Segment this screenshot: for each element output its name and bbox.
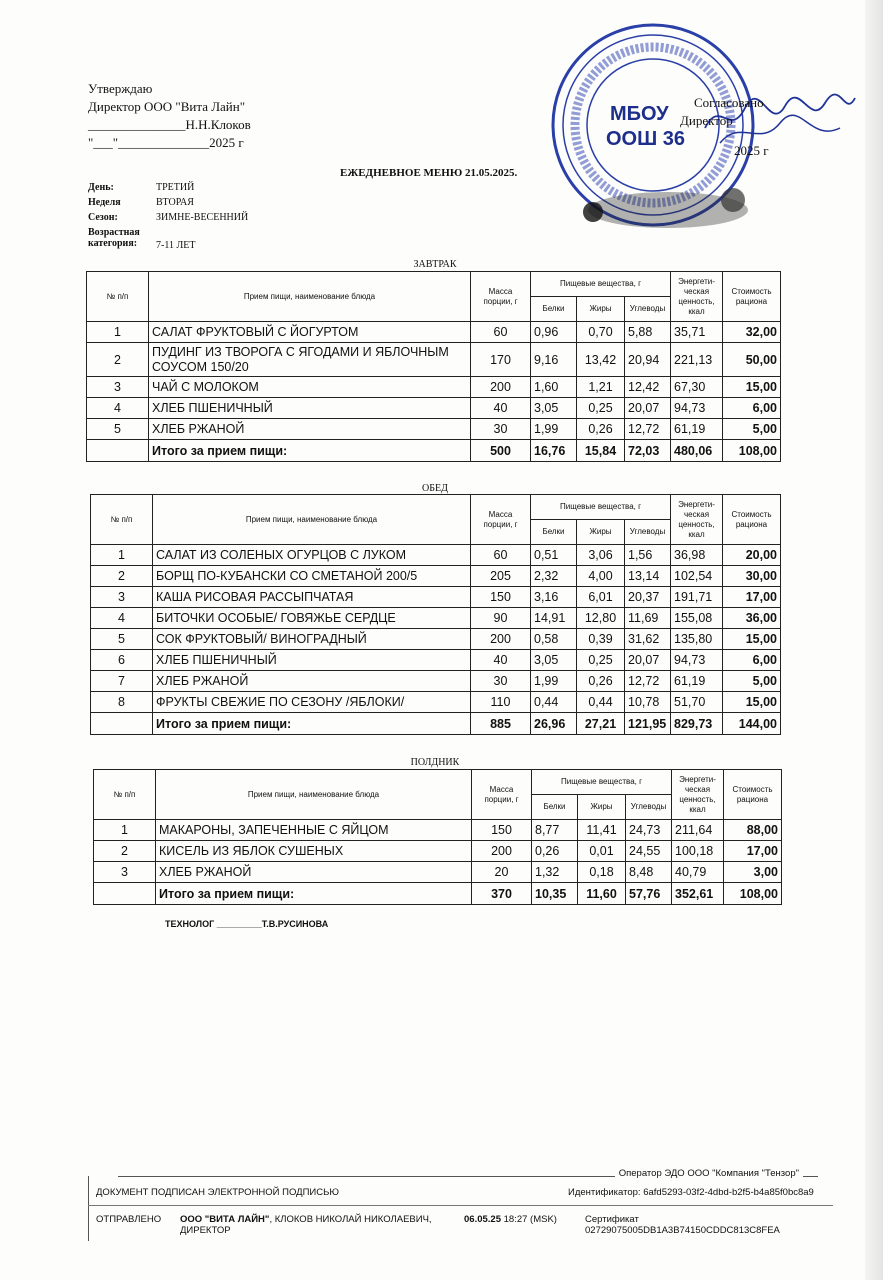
dish-energy: 67,30 (671, 377, 723, 398)
total-cost: 144,00 (723, 713, 781, 735)
approval-block (88, 80, 251, 152)
total-row (87, 440, 781, 462)
table-row (94, 862, 782, 883)
dish-mass: 40 (471, 650, 531, 671)
dish-carbs: 5,88 (625, 322, 671, 343)
header-energy: Энергети-ческая ценность, ккал (671, 272, 723, 322)
dish-protein: 0,44 (531, 692, 577, 713)
dish-cost: 17,00 (723, 587, 781, 608)
row-number: 3 (91, 587, 153, 608)
total-row (94, 883, 782, 905)
header-nutrients: Пищевые вещества, г (532, 770, 672, 795)
dish-carbs: 12,72 (625, 419, 671, 440)
row-number: 2 (94, 841, 156, 862)
row-number: 2 (91, 566, 153, 587)
dish-cost: 6,00 (723, 398, 781, 419)
dish-cost: 15,00 (723, 629, 781, 650)
dish-protein: 1,32 (532, 862, 578, 883)
total-carbs: 121,95 (625, 713, 671, 735)
header-cost: Стоимость рациона (723, 495, 781, 545)
day-label: День: (88, 182, 114, 193)
page-edge-shadow (865, 0, 883, 1280)
age-value: 7-11 ЛЕТ (156, 240, 196, 251)
dish-cost: 3,00 (724, 862, 782, 883)
dish-energy: 36,98 (671, 545, 723, 566)
dish-name: БОРЩ ПО-КУБАНСКИ СО СМЕТАНОЙ 200/5 (153, 566, 471, 587)
row-number: 6 (91, 650, 153, 671)
dish-mass: 170 (471, 343, 531, 377)
week-label: Неделя (88, 197, 121, 208)
dish-protein: 0,96 (531, 322, 577, 343)
header-mass: Масса порции, г (472, 770, 532, 820)
dish-energy: 191,71 (671, 587, 723, 608)
dish-protein: 0,58 (531, 629, 577, 650)
header-cost: Стоимость рациона (724, 770, 782, 820)
dish-cost: 15,00 (723, 692, 781, 713)
total-energy: 480,06 (671, 440, 723, 462)
row-number: 5 (91, 629, 153, 650)
dish-cost: 36,00 (723, 608, 781, 629)
dish-cost: 50,00 (723, 343, 781, 377)
header-num: № п/п (91, 495, 153, 545)
menu-info-block (88, 180, 248, 253)
dish-carbs: 20,07 (625, 650, 671, 671)
total-cost: 108,00 (723, 440, 781, 462)
agreed-title: Согласовано (694, 95, 764, 110)
dish-mass: 20 (472, 862, 532, 883)
header-nutrients: Пищевые вещества, г (531, 272, 671, 297)
header-protein: Белки (531, 520, 577, 545)
total-label: Итого за прием пищи: (156, 883, 472, 905)
total-protein: 26,96 (531, 713, 577, 735)
snack-table (93, 769, 782, 905)
dish-name: ПУДИНГ ИЗ ТВОРОГА С ЯГОДАМИ И ЯБЛОЧНЫМ СОУСОМ 150/20 (149, 343, 471, 377)
dish-protein: 2,32 (531, 566, 577, 587)
table-row (91, 692, 781, 713)
dish-mass: 200 (472, 841, 532, 862)
total-protein: 10,35 (532, 883, 578, 905)
dish-energy: 221,13 (671, 343, 723, 377)
dish-name: ЧАЙ С МОЛОКОМ (149, 377, 471, 398)
dish-carbs: 20,94 (625, 343, 671, 377)
dish-name: ФРУКТЫ СВЕЖИЕ ПО СЕЗОНУ /ЯБЛОКИ/ (153, 692, 471, 713)
dish-energy: 211,64 (672, 820, 724, 841)
approval-position: Директор ООО "Вита Лайн" (88, 99, 246, 114)
dish-energy: 51,70 (671, 692, 723, 713)
dish-fat: 1,21 (577, 377, 625, 398)
table-row (87, 398, 781, 419)
dish-name: КАША РИСОВАЯ РАССЫПЧАТАЯ (153, 587, 471, 608)
dish-carbs: 20,07 (625, 398, 671, 419)
dish-mass: 30 (471, 419, 531, 440)
total-energy: 829,73 (671, 713, 723, 735)
dish-cost: 5,00 (723, 671, 781, 692)
dish-mass: 200 (471, 377, 531, 398)
table-row (87, 322, 781, 343)
table-row (87, 343, 781, 377)
header-fat: Жиры (578, 795, 626, 820)
dish-cost: 32,00 (723, 322, 781, 343)
day-value: ТРЕТИЙ (156, 182, 195, 193)
dish-energy: 94,73 (671, 398, 723, 419)
header-name: Прием пищи, наименование блюда (153, 495, 471, 545)
dish-carbs: 12,42 (625, 377, 671, 398)
header-mass: Масса порции, г (471, 272, 531, 322)
dish-protein: 14,91 (531, 608, 577, 629)
agreed-date: 2025 г (734, 143, 769, 158)
breakfast-table (86, 271, 781, 462)
dish-carbs: 10,78 (625, 692, 671, 713)
header-energy: Энергети-ческая ценность, ккал (672, 770, 724, 820)
row-number: 3 (87, 377, 149, 398)
dish-mass: 205 (471, 566, 531, 587)
season-value: ЗИМНЕ-ВЕСЕННИЙ (156, 212, 249, 223)
total-energy: 352,61 (672, 883, 724, 905)
dish-mass: 200 (471, 629, 531, 650)
dish-mass: 60 (471, 545, 531, 566)
dish-fat: 12,80 (577, 608, 625, 629)
dish-fat: 0,39 (577, 629, 625, 650)
dish-energy: 155,08 (671, 608, 723, 629)
dish-name: ХЛЕБ РЖАНОЙ (156, 862, 472, 883)
dish-protein: 3,05 (531, 650, 577, 671)
dish-fat: 0,01 (578, 841, 626, 862)
age-label: Возрастная категория: (88, 227, 140, 249)
sender-organization: ООО "ВИТА ЛАЙН", КЛОКОВ НИКОЛАЙ НИКОЛАЕВИЧ, ДИРЕКТОР (180, 1214, 432, 1236)
electronic-signature-block (88, 1170, 833, 1245)
header-protein: Белки (532, 795, 578, 820)
header-mass: Масса порции, г (471, 495, 531, 545)
header-name: Прием пищи, наименование блюда (149, 272, 471, 322)
season-label: Сезон: (88, 212, 118, 223)
row-number: 8 (91, 692, 153, 713)
dish-carbs: 1,56 (625, 545, 671, 566)
document-title: ЕЖЕДНЕВНОЕ МЕНЮ 21.05.2025. (340, 167, 518, 179)
dish-fat: 0,44 (577, 692, 625, 713)
total-cost: 108,00 (724, 883, 782, 905)
dish-fat: 0,18 (578, 862, 626, 883)
total-fat: 11,60 (578, 883, 626, 905)
technologist-signature: ТЕХНОЛОГ _________Т.В.РУСИНОВА (165, 919, 329, 929)
dish-cost: 6,00 (723, 650, 781, 671)
dish-name: БИТОЧКИ ОСОБЫЕ/ ГОВЯЖЬЕ СЕРДЦЕ (153, 608, 471, 629)
approval-signatory: _______________Н.Н.Клоков (88, 117, 251, 132)
svg-text:МБОУ: МБОУ (610, 103, 669, 125)
approval-date: "___"______________2025 г (88, 135, 244, 150)
table-row (91, 608, 781, 629)
total-fat: 27,21 (577, 713, 625, 735)
dish-protein: 0,51 (531, 545, 577, 566)
dish-fat: 4,00 (577, 566, 625, 587)
header-carbs: Углеводы (625, 297, 671, 322)
row-number: 1 (87, 322, 149, 343)
total-mass: 500 (471, 440, 531, 462)
lunch-title: ОБЕД (422, 483, 448, 494)
header-cost: Стоимость рациона (723, 272, 781, 322)
dish-energy: 135,80 (671, 629, 723, 650)
sent-datetime: 06.05.25 18:27 (MSK) (464, 1214, 557, 1225)
dish-carbs: 12,72 (625, 671, 671, 692)
dish-carbs: 24,55 (626, 841, 672, 862)
dish-carbs: 13,14 (625, 566, 671, 587)
dish-energy: 100,18 (672, 841, 724, 862)
total-label: Итого за прием пищи: (153, 713, 471, 735)
table-row (87, 377, 781, 398)
header-energy: Энергети-ческая ценность, ккал (671, 495, 723, 545)
week-value: ВТОРАЯ (156, 197, 194, 208)
snack-title: ПОЛДНИК (410, 757, 460, 768)
dish-fat: 0,70 (577, 322, 625, 343)
header-num: № п/п (94, 770, 156, 820)
dish-fat: 0,26 (577, 419, 625, 440)
header-fat: Жиры (577, 520, 625, 545)
dish-energy: 35,71 (671, 322, 723, 343)
certificate-number: Сертификат 02729075005DB1A3B74150CDDC813C8FEA (585, 1214, 780, 1236)
edo-operator: Оператор ЭДО ООО "Компания "Тензор" (615, 1168, 803, 1179)
svg-text:ООШ 36: ООШ 36 (606, 128, 686, 150)
dish-fat: 3,06 (577, 545, 625, 566)
row-number: 7 (91, 671, 153, 692)
row-number: 4 (91, 608, 153, 629)
dish-carbs: 8,48 (626, 862, 672, 883)
dish-mass: 90 (471, 608, 531, 629)
lunch-table (90, 494, 781, 735)
approval-title: Утверждаю (88, 81, 153, 96)
table-row (94, 841, 782, 862)
dish-protein: 0,26 (532, 841, 578, 862)
dish-protein: 1,99 (531, 671, 577, 692)
dish-fat: 0,25 (577, 398, 625, 419)
dish-fat: 0,26 (577, 671, 625, 692)
dish-fat: 0,25 (577, 650, 625, 671)
dish-mass: 40 (471, 398, 531, 419)
header-fat: Жиры (577, 297, 625, 322)
dish-carbs: 31,62 (625, 629, 671, 650)
table-row (94, 820, 782, 841)
dish-name: КИСЕЛЬ ИЗ ЯБЛОК СУШЕНЫХ (156, 841, 472, 862)
header-num: № п/п (87, 272, 149, 322)
table-row (91, 629, 781, 650)
dish-protein: 3,16 (531, 587, 577, 608)
row-number: 1 (94, 820, 156, 841)
dish-carbs: 24,73 (626, 820, 672, 841)
header-nutrients: Пищевые вещества, г (531, 495, 671, 520)
row-number: 3 (94, 862, 156, 883)
dish-carbs: 11,69 (625, 608, 671, 629)
dish-mass: 150 (471, 587, 531, 608)
table-row (87, 419, 781, 440)
dish-energy: 61,19 (671, 419, 723, 440)
dish-carbs: 20,37 (625, 587, 671, 608)
header-carbs: Углеводы (626, 795, 672, 820)
total-fat: 15,84 (577, 440, 625, 462)
table-row (91, 650, 781, 671)
total-mass: 370 (472, 883, 532, 905)
dish-fat: 13,42 (577, 343, 625, 377)
total-mass: 885 (471, 713, 531, 735)
total-label: Итого за прием пищи: (149, 440, 471, 462)
dish-energy: 94,73 (671, 650, 723, 671)
signed-notice: ДОКУМЕНТ ПОДПИСАН ЭЛЕКТРОННОЙ ПОДПИСЬЮ (96, 1187, 339, 1198)
total-row (91, 713, 781, 735)
row-number: 4 (87, 398, 149, 419)
table-row (91, 545, 781, 566)
dish-cost: 30,00 (723, 566, 781, 587)
dish-cost: 20,00 (723, 545, 781, 566)
dish-mass: 60 (471, 322, 531, 343)
total-carbs: 72,03 (625, 440, 671, 462)
row-number: 2 (87, 343, 149, 377)
breakfast-title: ЗАВТРАК (413, 259, 457, 270)
total-carbs: 57,76 (626, 883, 672, 905)
table-row (91, 671, 781, 692)
dish-mass: 150 (472, 820, 532, 841)
header-protein: Белки (531, 297, 577, 322)
dish-name: ХЛЕБ РЖАНОЙ (149, 419, 471, 440)
dish-protein: 8,77 (532, 820, 578, 841)
dish-energy: 40,79 (672, 862, 724, 883)
dish-cost: 17,00 (724, 841, 782, 862)
header-carbs: Углеводы (625, 520, 671, 545)
row-number: 1 (91, 545, 153, 566)
dish-protein: 9,16 (531, 343, 577, 377)
dish-protein: 1,99 (531, 419, 577, 440)
dish-mass: 30 (471, 671, 531, 692)
document-identifier: Идентификатор: 6afd5293-03f2-4dbd-b2f5-b4a85f0bc8a9 (568, 1187, 814, 1198)
dish-cost: 88,00 (724, 820, 782, 841)
dish-energy: 61,19 (671, 671, 723, 692)
header-name: Прием пищи, наименование блюда (156, 770, 472, 820)
row-number: 5 (87, 419, 149, 440)
dish-fat: 11,41 (578, 820, 626, 841)
table-row (91, 566, 781, 587)
table-row (91, 587, 781, 608)
dish-cost: 15,00 (723, 377, 781, 398)
dish-protein: 3,05 (531, 398, 577, 419)
dish-name: ХЛЕБ РЖАНОЙ (153, 671, 471, 692)
dish-energy: 102,54 (671, 566, 723, 587)
dish-cost: 5,00 (723, 419, 781, 440)
dish-mass: 110 (471, 692, 531, 713)
dish-name: МАКАРОНЫ, ЗАПЕЧЕННЫЕ С ЯЙЦОМ (156, 820, 472, 841)
dish-name: САЛАТ ИЗ СОЛЕНЫХ ОГУРЦОВ С ЛУКОМ (153, 545, 471, 566)
agreed-position: Директор (680, 113, 733, 128)
dish-name: САЛАТ ФРУКТОВЫЙ С ЙОГУРТОМ (149, 322, 471, 343)
dish-name: ХЛЕБ ПШЕНИЧНЫЙ (153, 650, 471, 671)
dish-protein: 1,60 (531, 377, 577, 398)
dish-name: ХЛЕБ ПШЕНИЧНЫЙ (149, 398, 471, 419)
sent-label: ОТПРАВЛЕНО (96, 1214, 162, 1225)
dish-fat: 6,01 (577, 587, 625, 608)
total-protein: 16,76 (531, 440, 577, 462)
dish-name: СОК ФРУКТОВЫЙ/ ВИНОГРАДНЫЙ (153, 629, 471, 650)
